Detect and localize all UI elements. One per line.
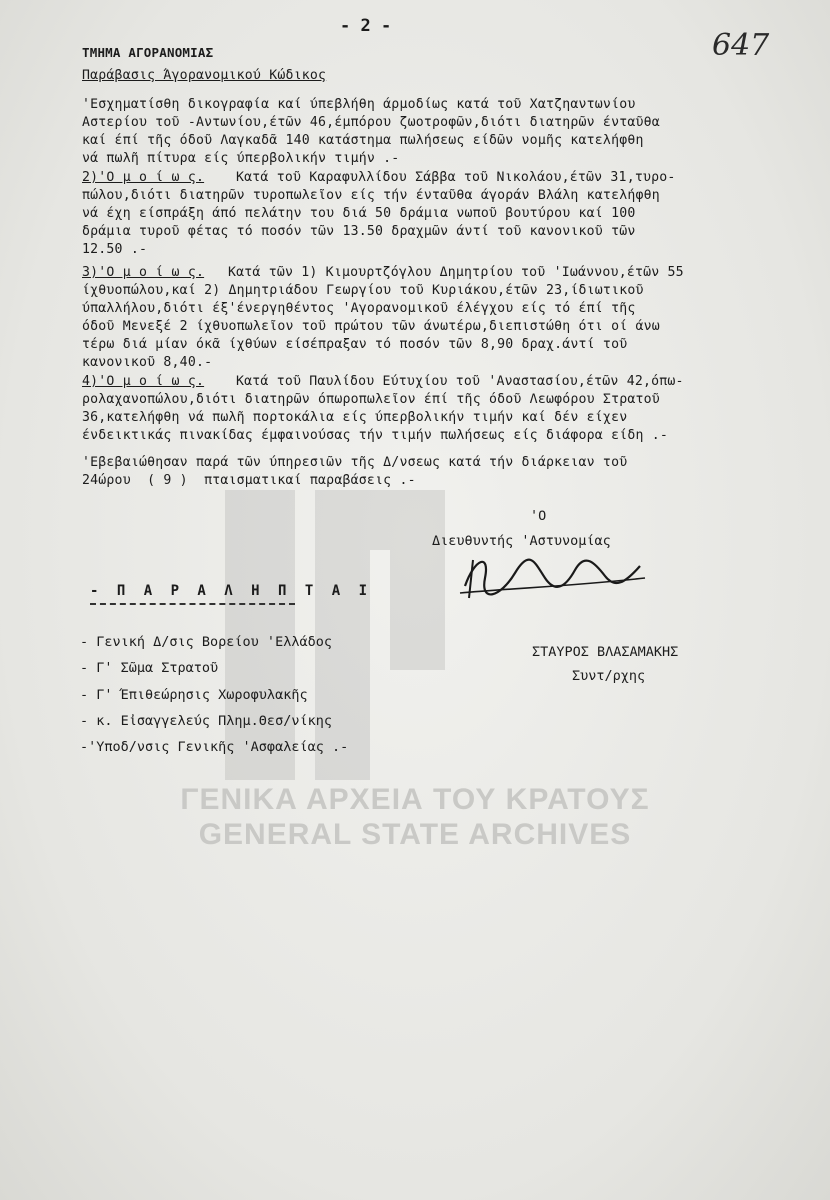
item-2-label: 2)'Ο μ ο ί ω ς. (82, 170, 205, 185)
paragraph-line: 'Εσχηματίσθη δικογραφία καί ύπεβλήθη άρμοδίως κατά τοῦ Χατζηαντωνίου (82, 97, 636, 112)
section-title: ΤΜΗΜΑ ΑΓΟΡΑΝΟΜΙΑΣ (82, 45, 214, 60)
recipient-item: - Γ' Έπιθεώρησις Χωροφυλακῆς (80, 687, 308, 703)
item-4-line: Κατά τοῦ Παυλίδου Εύτυχίου τοῦ 'Αναστασίου,έτῶν 42,όπω- (236, 374, 684, 389)
item-2-line: νά έχη είσπράξη άπό πελάτην του διά 50 δράμια νωποῦ βουτύρου καί 100 (82, 206, 636, 221)
watermark-english: GENERAL STATE ARCHIVES (198, 818, 632, 851)
item-2-line: πώλου,διότι διατηρῶν τυροπωλεῖον είς τήν ένταῦθα άγοράν Βλάλη κατελήφθη (82, 188, 660, 203)
signature-name: ΣΤΑΥΡΟΣ ΒΛΑΣΑΜΑΚΗΣ (532, 644, 679, 660)
closing-line: 24ώρου ( 9 ) πταισματικαί παραβάσεις .- (82, 473, 416, 488)
paragraph-line: Αστερίου τοῦ -Αντωνίου,έτῶν 46,έμπόρου ζωοτροφῶν,διότι διατηρῶν ένταῦθα (82, 115, 660, 130)
handwritten-signature (455, 548, 655, 603)
recipients-divider (90, 603, 295, 605)
item-2-line: Κατά τοῦ Καραφυλλίδου Σάββα τοῦ Νικολάου,έτῶν 31,τυρο- (236, 170, 676, 185)
recipient-item: - κ. Εἰσαγγελεύς Πλημ.Θεσ/νίκης (80, 713, 332, 729)
archive-number: 647 (712, 28, 770, 63)
item-4-line: ένδεικτικάς πινακίδας έμφαινούσας τήν τιμήν πωλήσεως είς διάφορα είδη .- (82, 428, 669, 443)
item-4-line: 36,κατελήφθη νά πωλῆ πορτοκάλια είς ύπερβολικήν τιμήν καί δέν είχεν (82, 410, 628, 425)
item-3-line: Κατά τῶν 1) Κιμουρτζόγλου Δημητρίου τοῦ 'Ιωάννου,έτῶν 55 (228, 265, 684, 280)
page-number: - 2 - (340, 16, 392, 36)
item-4-label: 4)'Ο μ ο ί ω ς. (82, 374, 205, 389)
item-2-line: 12.50 .- (82, 242, 148, 257)
closing-line: 'Εβεβαιώθησαν παρά τῶν ύπηρεσιῶν τῆς Δ/νσεως κατά τήν διάρκειαν τοῦ (82, 455, 628, 470)
signature-role: Διευθυντής 'Αστυνομίας (432, 533, 611, 549)
signature-article: 'Ο (530, 508, 547, 524)
recipient-item: - Γενική Δ/σις Βορείου 'Ελλάδος (80, 634, 332, 650)
item-3-label: 3)'Ο μ ο ί ω ς. (82, 265, 205, 280)
item-3-line: τέρω διά μίαν όκᾶ ίχθύων είσέπραξαν τό ποσόν τῶν 8,90 δραχ.άντί τοῦ (82, 337, 628, 352)
item-2-line: δράμια τυροῦ φέτας τό ποσόν τῶν 13.50 δραχμῶν άντί τοῦ κανονικοῦ τῶν (82, 224, 636, 239)
subtitle: Παράβασις Άγορανομικού Κώδικος (82, 68, 327, 83)
signature-rank: Συντ/ρχης (572, 668, 646, 684)
item-3-line: ύπαλλήλου,διότι έξ'ένεργηθέντος 'Αγορανομικοῦ έλέγχου είς τό έπί τῆς (82, 301, 636, 316)
recipients-title: - Π Α Ρ Α Λ Η Π Τ Α Ι (90, 583, 373, 599)
item-3-line: όδοῦ Μενεξέ 2 ίχθυοπωλεῖον τοῦ πρώτου τῶν άνωτέρω,διεπιστώθη ότι οί άνω (82, 319, 660, 334)
recipient-item: -'Υποδ/νσις Γενικῆς 'Ασφαλείας .- (80, 739, 349, 755)
paragraph-line: νά πωλῆ πίτυρα είς ύπερβολικήν τιμήν .- (82, 151, 400, 166)
recipient-item: - Γ' Σῶμα Στρατοῦ (80, 660, 219, 676)
item-4-line: ρολαχανοπώλου,διότι διατηρῶν όπωροπωλεῖον έπί τῆς όδοῦ Λεωφόρου Στρατοῦ (82, 392, 660, 407)
watermark-greek: ΓΕΝΙΚΑ ΑΡΧΕΙΑ ΤΟΥ ΚΡΑΤΟΥΣ (180, 783, 650, 816)
item-3-line: κανονικοῦ 8,40.- (82, 355, 213, 370)
paragraph-line: καί έπί τῆς όδοῦ Λαγκαδᾶ 140 κατάστημα πωλήσεως είδῶν νομῆς κατελήφθη (82, 133, 644, 148)
item-3-line: ίχθυοπώλου,καί 2) Δημητριάδου Γεωργίου τοῦ Κυριάκου,έτῶν 23,ίδιωτικοῦ (82, 283, 644, 298)
